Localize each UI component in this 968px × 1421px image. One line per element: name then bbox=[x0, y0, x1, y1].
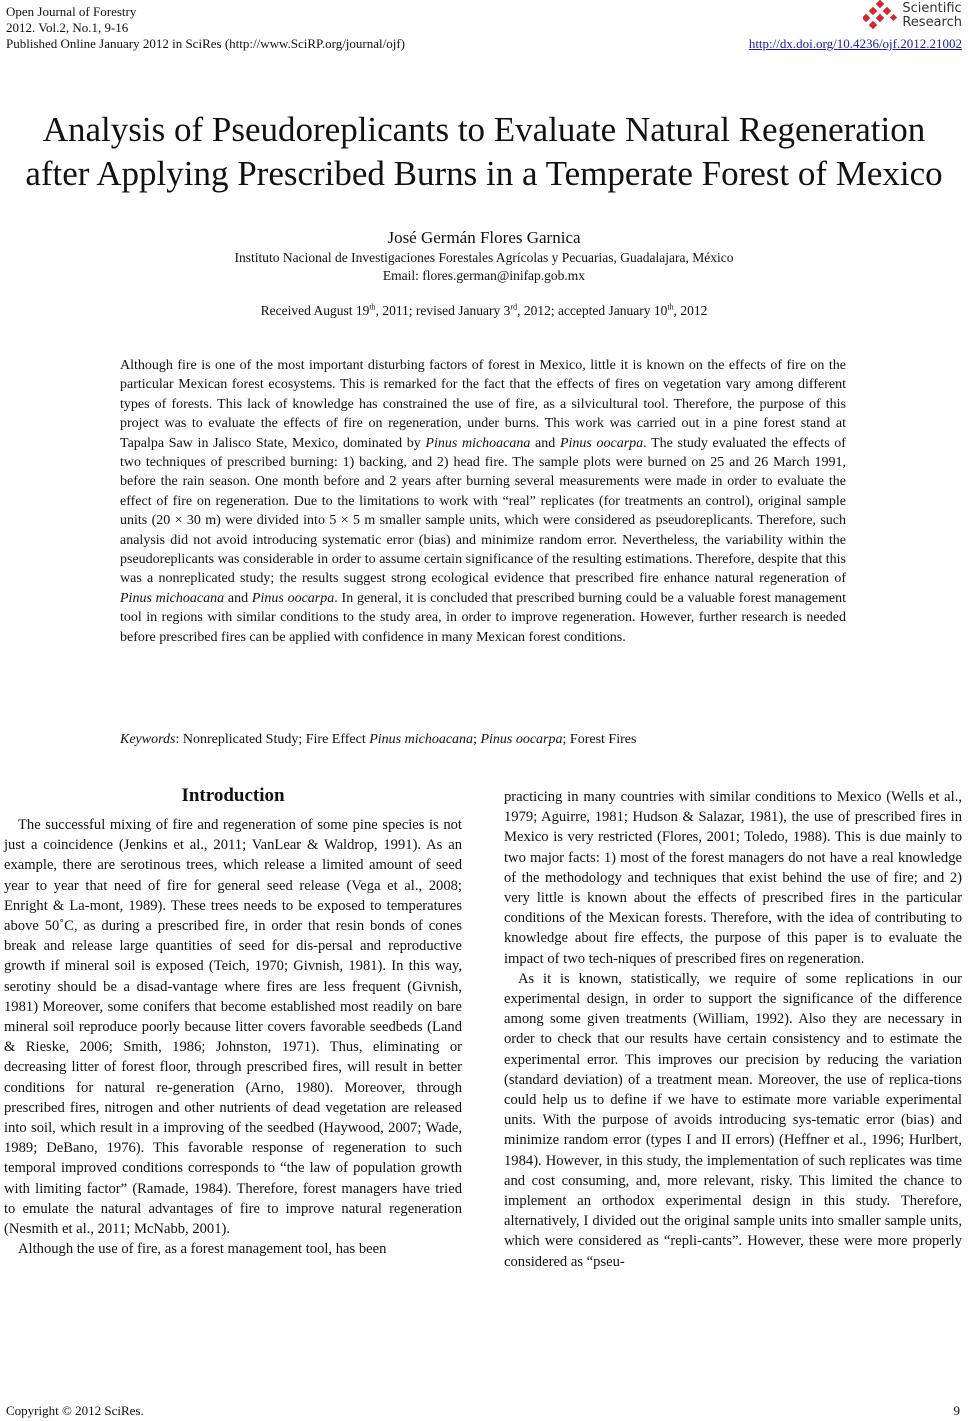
doi-link[interactable]: http://dx.doi.org/10.4236/ojf.2012.21002 bbox=[748, 36, 962, 51]
received-date: Received August 19 bbox=[260, 303, 370, 318]
body-column-left bbox=[4, 783, 462, 1259]
journal-volume: 2012. Vol.2, No.1, 9-16 bbox=[6, 20, 129, 35]
journal-header bbox=[6, 4, 405, 52]
title-line-1: Analysis of Pseudoreplicants to Evaluate Natural Regeneration bbox=[42, 110, 926, 149]
abstract-text: and bbox=[224, 590, 252, 606]
abstract-text: Although fire is one of the most important disturbing factors of forest in Mexico, little it is known on the effects of fire on the particular Mexican forest ecosystems. This is remarked for the fact that the effects of fires on vegetation vary among different types of forests. This lack of knowledge has constrained the use of fire, as a silvicultural tool. Therefore, the purpose of this project was to evaluate the effects of fire on regeneration, under burns. This work was carried out in a pine forest stand at Tapalpa Saw in Jalisco State, Mexico, dominated by bbox=[120, 358, 846, 451]
ordinal-suffix: th bbox=[369, 302, 376, 312]
keyword-text: ; Forest Fires bbox=[562, 732, 637, 747]
keywords bbox=[120, 730, 846, 749]
copyright: Copyright © 2012 SciRes. bbox=[6, 1403, 144, 1418]
title-line-2: after Applying Prescribed Burns in a Temperate Forest of Mexico bbox=[25, 154, 943, 193]
revised-date: , 2011; revised January 3 bbox=[375, 303, 511, 318]
logo-line-2: Research bbox=[902, 15, 962, 30]
keyword-species: Pinus michoacana bbox=[369, 732, 474, 747]
body-column-right bbox=[504, 787, 962, 1272]
publisher-logo bbox=[863, 0, 962, 32]
abstract bbox=[120, 356, 846, 647]
species-name: Pinus michoacana bbox=[120, 590, 225, 606]
logo-text bbox=[902, 2, 962, 30]
author-name: José Germán Flores Garnica bbox=[387, 228, 581, 247]
paragraph: Although the use of fire, as a forest management tool, has been bbox=[18, 1241, 387, 1258]
ordinal-suffix: rd bbox=[510, 302, 518, 312]
received-dates bbox=[0, 302, 968, 320]
page-number: 9 bbox=[953, 1403, 960, 1418]
accepted-date: , 2012; accepted January 10 bbox=[517, 303, 668, 318]
keyword-text: ; bbox=[473, 732, 481, 747]
species-name: Pinus michoacana bbox=[425, 435, 531, 451]
paragraph: practicing in many countries with similar conditions to Mexico (Wells et al., 1979; Aguirre, 1981; Hudson & Salazar, 1981), the use of prescribed fires in Mexico is very restricted (Flores, 2001; Toledo, 1988). This is due mainly to two major facts: 1) most of the forest managers do not have a real knowledge of the methodology and techniques that exist behind the use of fire; and 2) very little is known about the effects of prescribed fires in the particular conditions of the Mexican forests. Therefore, with the idea of contributing to knowledge about fire effects, the purpose of this paper is to evaluate the impact of two tech-niques of prescribed fires on regeneration. bbox=[504, 789, 962, 967]
accepted-year: , 2012 bbox=[673, 303, 708, 318]
abstract-text: . The study evaluated the effects of two techniques of prescribed burning: 1) backing, and 2) head fire. The sample plots were burned on 25 and 26 March 1991, before the rain season. One month before and 2 years after burning several measurements were made in order to evaluate the effect of fire on regeneration. Due to the limitations to work with “real” replicates (for treatments an control), original sample units (20 × 30 m) were divided into 5 × 5 m smaller sample units, which were considered as pseudoreplicants. Therefore, such analysis did not avoid introducing systematic error (bias) and minimize random error. Nevertheless, the variability within the pseudoreplicants was considerable in order to assume certain significance of the resulting estimations. Therefore, despite that this was a nonreplicated study; the results suggest strong ecological evidence that prescribed fire enhance natural regeneration of bbox=[120, 435, 846, 587]
scientific-research-logo-icon bbox=[863, 0, 899, 32]
author-email: Email: flores.german@inifap.gob.mx bbox=[382, 268, 586, 283]
species-name: Pinus oocarpa bbox=[251, 590, 335, 606]
species-name: Pinus oocarpa bbox=[559, 435, 644, 451]
keywords-label: Keywords bbox=[120, 732, 176, 747]
abstract-text: and bbox=[530, 435, 560, 451]
publication-info: Published Online January 2012 in SciRes (http://www.SciRP.org/journal/ojf) bbox=[6, 36, 406, 51]
paragraph: As it is known, statistically, we require of some replications in our experimental design, in order to support the significance of the difference among some given treatments (William, 1992). Also they are necessary in order to check that our results have certain consistency and to estimate the experimental error. This improves our precision by reducing the variation (standard deviation) of a treatment mean. Moreover, the use of replica-tions could help us to define if we have to estimate more variable experimental units. With the purpose of avoids introducing sys-tematic error (bias) and minimize random error (types I and II errors) (Heffner et al., 1996; Hurlbert, 1984). However, in this study, the implementation of such replicates was time and cost consuming, and, more relevant, risky. This limited the chance to implement an orthodox experimental design in this study. Therefore, alternatively, I divided out the original sample units into smaller sample units, which were considered as “repli-cants”. However, these were more properly considered as “pseu- bbox=[504, 970, 962, 1270]
paragraph: The successful mixing of fire and regeneration of some pine species is not just a coincidence (Jenkins et al., 2011; VanLear & Waldrop, 1991). As an example, there are serotinous trees, which release a limited amount of seed year to year that need of fire for general seed release (Vega et al., 2008; Enright & La-mont, 1989). These trees needs to be exposed to temperatures above 50˚C, as during a prescribed fire, in order that resin bonds of cones break and release large quantities of seed for dis-persal and reproductive growth if mineral soil is exposed (Teich, 1970; Givnish, 1981). In this way, serotiny should be a disad-vantage where fires are less frequent (Givnish, 1981) Moreover, some conifers that become established most readily on bare mineral soil reproduce poorly because litter covers favorable seedbeds (Land & Rieske, 2006; Smith, 1986; Johnston, 1971). Thus, eliminating or decreasing litter of forest floor, through prescribed fires, will result in better conditions for natural re-generation (Arno, 1980). Moreover, through prescribed fires, nitrogen and other nutrients of dead vegetation are released into soil, which result in a improving of the seedbed (Haywood, 2007; Wade, 1989; DeBano, 1976). This favorable response of regeneration to such temporal improved conditions corresponds to “the law of population growth with limiting factor” (Ramade, 1984). Therefore, forest managers have tried to emulate the natural advantages of fire to improve natural regeneration (Nesmith et al., 2011; McNabb, 2001). bbox=[4, 817, 462, 1238]
keyword-text: : Nonreplicated Study; Fire Effect bbox=[175, 732, 370, 747]
paper-title bbox=[0, 108, 968, 196]
section-heading-introduction: Introduction bbox=[181, 785, 285, 806]
keyword-species: Pinus oocarpa bbox=[480, 732, 563, 747]
journal-name: Open Journal of Forestry bbox=[6, 4, 137, 19]
logo-line-1: Scientific bbox=[902, 1, 962, 16]
ordinal-suffix: th bbox=[667, 302, 674, 312]
abstract-text: . In general, it is concluded that prescribed burning could be a valuable forest management tool in regions with similar conditions to the study area, in order to improve regeneration. However, further research is needed before prescribed fires can be applied with confidence in many Mexican forest conditions. bbox=[120, 590, 846, 645]
affiliation: Instituto Nacional de Investigaciones Forestales Agrícolas y Pecuarias, Guadalajara, México bbox=[234, 250, 734, 265]
